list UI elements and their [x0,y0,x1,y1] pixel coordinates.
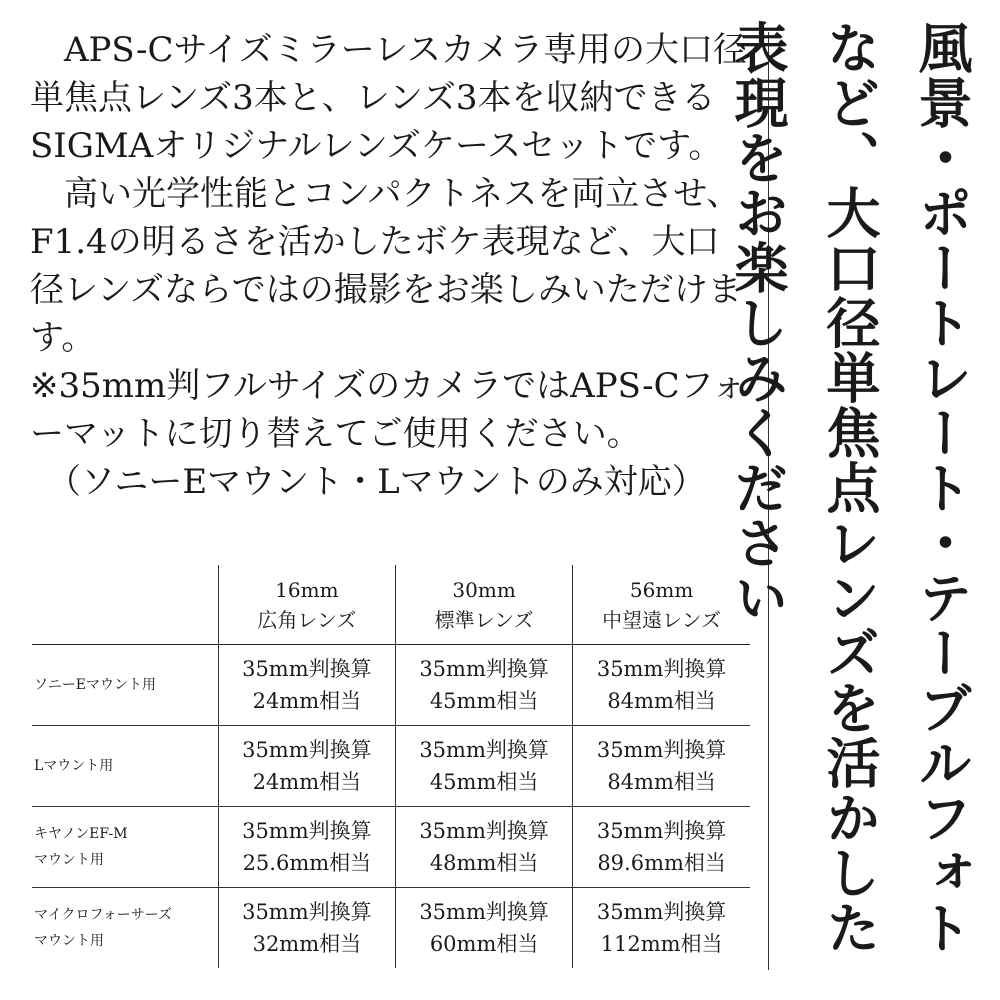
mount-label-canon-ef-m [32,807,218,888]
mount-label-line: キヤノンEF-M [34,826,128,842]
equiv-cell [218,807,395,888]
column-focal: 30mm [452,577,516,602]
fullframe-note: ※35mm判フルサイズのカメラではAPS-Cフォーマットに切り替えてご使用ください。 [30,366,746,454]
mount-label-line: ソニーEマウント用 [34,677,156,693]
table-row [32,726,750,807]
equiv-value: 60mm相当 [429,932,539,956]
column-type: 広角レンズ [257,607,357,632]
equiv-label: 35mm判換算 [419,738,549,762]
equiv-cell [395,645,572,726]
column-header-16mm [218,565,395,645]
equiv-cell [218,888,395,969]
mount-label-sony-e [32,645,218,726]
equiv-value: 112mm相当 [600,932,723,956]
table-header-row [32,565,750,645]
lens-spec-table [32,565,750,968]
equiv-cell [395,807,572,888]
equiv-value: 89.6mm相当 [597,851,726,875]
column-focal: 56mm [629,577,694,602]
mount-label-line: マウント用 [34,852,104,868]
mount-label-line: マイクロフォーサーズ [34,907,173,923]
column-focal: 16mm [275,577,339,602]
equiv-label: 35mm判換算 [242,657,372,681]
equiv-label: 35mm判換算 [242,819,372,843]
equiv-value: 45mm相当 [429,689,539,713]
equiv-label: 35mm判換算 [596,657,727,681]
equiv-cell [573,726,750,807]
mount-label-l [32,726,218,807]
table-row [32,888,750,969]
equiv-label: 35mm判換算 [596,900,727,924]
table-corner-cell [32,565,218,645]
catchphrase-vertical: 風景・ポートレート・テーブルフォトなど、大口径単焦点レンズを活かした表現をお楽しみください [726,20,974,955]
equiv-cell [573,807,750,888]
mount-label-micro-four-thirds [32,888,218,969]
equiv-cell [573,645,750,726]
mount-label-line: マウント用 [34,933,104,949]
equiv-value: 84mm相当 [607,689,716,713]
equiv-label: 35mm判換算 [419,819,549,843]
mount-label-line: Lマウント用 [34,758,114,774]
equiv-value: 48mm相当 [429,851,539,875]
equiv-label: 35mm判換算 [596,819,727,843]
equiv-value: 45mm相当 [429,770,539,794]
equiv-label: 35mm判換算 [419,657,549,681]
table-row [32,645,750,726]
equiv-cell [218,726,395,807]
equiv-label: 35mm判換算 [242,738,372,762]
intro-paragraph-1: APS-Cサイズミラーレスカメラ専用の大口径単焦点レンズ3本と、レンズ3本を収納できるSIGMAオリジナルレンズケースセットです。 [30,30,748,166]
compatibility-note: （ソニーEマウント・Lマウントのみ対応） [47,462,706,502]
equiv-label: 35mm判換算 [596,738,727,762]
equiv-value: 32mm相当 [252,932,362,956]
equiv-value: 25.6mm相当 [242,851,372,875]
equiv-label: 35mm判換算 [242,900,372,924]
equiv-cell [573,888,750,969]
equiv-value: 24mm相当 [252,770,362,794]
table-row [32,807,750,888]
equiv-cell [218,645,395,726]
column-type: 中望遠レンズ [602,607,722,632]
equiv-label: 35mm判換算 [419,900,549,924]
column-header-56mm [573,565,750,645]
equiv-cell [395,726,572,807]
column-type: 標準レンズ [434,607,534,632]
intro-text [30,26,752,506]
equiv-cell [395,888,572,969]
equiv-value: 84mm相当 [607,770,716,794]
intro-paragraph-2: 高い光学性能とコンパクトネスを両立させ、F1.4の明るさを活かしたボケ表現など、大口径レンズならではの撮影をお楽しみいただけます。 [30,174,742,358]
column-header-30mm [395,565,572,645]
equiv-value: 24mm相当 [252,689,362,713]
